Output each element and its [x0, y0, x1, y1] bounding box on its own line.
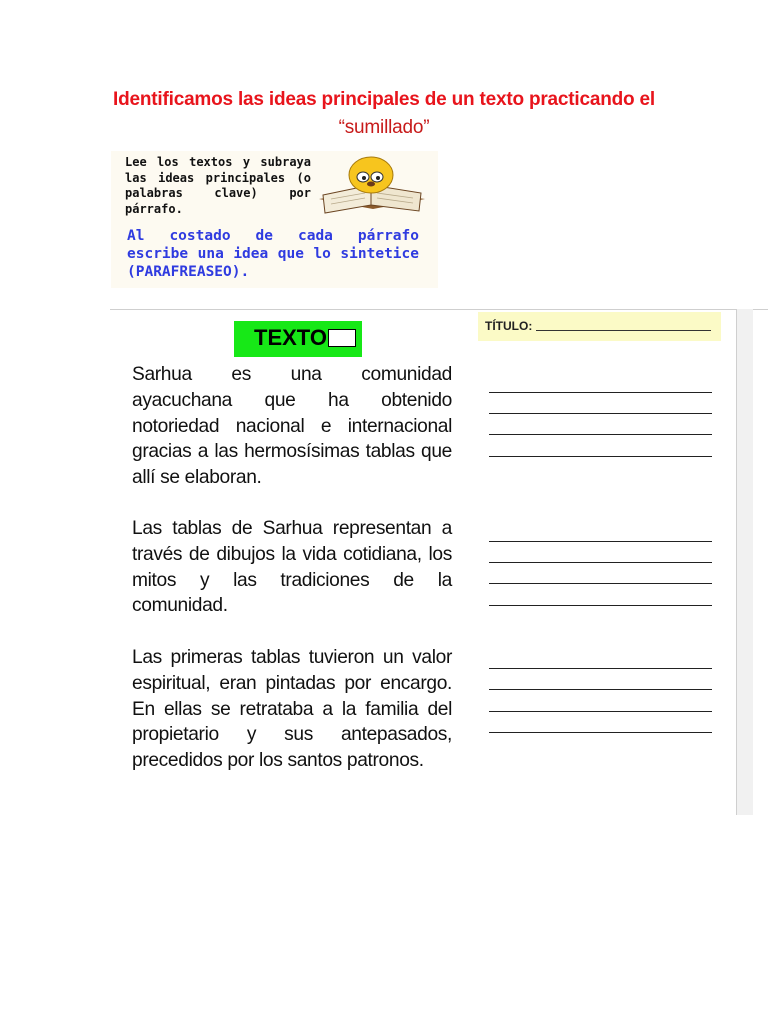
heading-line-2: [100, 114, 668, 142]
summary-line[interactable]: [489, 689, 712, 690]
summary-line[interactable]: [489, 392, 712, 393]
reading-character-icon: [315, 155, 431, 217]
texto-number-blank[interactable]: [328, 329, 356, 347]
instruction-paraphrase-text: Al costado de cada párrafo escribe una idea que lo sintetice (PARAFREASEO).: [127, 228, 419, 280]
summary-line[interactable]: [489, 456, 712, 457]
heading-close-quote: ”: [423, 117, 430, 138]
titulo-label: TÍTULO:: [485, 319, 533, 333]
page-heading: [100, 86, 668, 142]
paragraph-3: Las primeras tablas tuvieron un valor espiritual, eran pintadas por encargo. En ellas se retrataba a la familia del propietario y sus antepasados, precedidos por los santos patronos.: [132, 647, 452, 772]
summary-line[interactable]: [489, 413, 712, 414]
texto-label-box: [234, 321, 362, 357]
summary-line[interactable]: [489, 434, 712, 435]
instructions-box: [111, 151, 438, 288]
summary-line[interactable]: [489, 711, 712, 712]
section-divider: [110, 309, 768, 310]
summary-line[interactable]: [489, 583, 712, 584]
titulo-write-line[interactable]: [536, 330, 711, 331]
titulo-box: [478, 312, 721, 341]
summary-line[interactable]: [489, 605, 712, 606]
texto-label: TEXTO: [254, 325, 327, 350]
paragraph-2: Las tablas de Sarhua representan a través de dibujos la vida cotidiana, los mitos y las tradiciones de la comunidad.: [132, 518, 452, 617]
heading-open-quote-word: “sumillado: [338, 117, 424, 138]
heading-line-1: Identificamos las ideas principales de un texto practicando el: [113, 89, 655, 110]
instruction-read-text: Lee los textos y subraya las ideas principales (o palabras clave) por párrafo.: [125, 155, 311, 216]
summary-line[interactable]: [489, 541, 712, 542]
paragraph-1: Sarhua es una comunidad ayacuchana que ha obtenido notoriedad nacional e internacional gracias a las hermosísimas tablas que allí se elaboran.: [132, 364, 452, 489]
page-edge-shade: [737, 309, 753, 815]
summary-line[interactable]: [489, 562, 712, 563]
summary-line[interactable]: [489, 668, 712, 669]
summary-line[interactable]: [489, 732, 712, 733]
